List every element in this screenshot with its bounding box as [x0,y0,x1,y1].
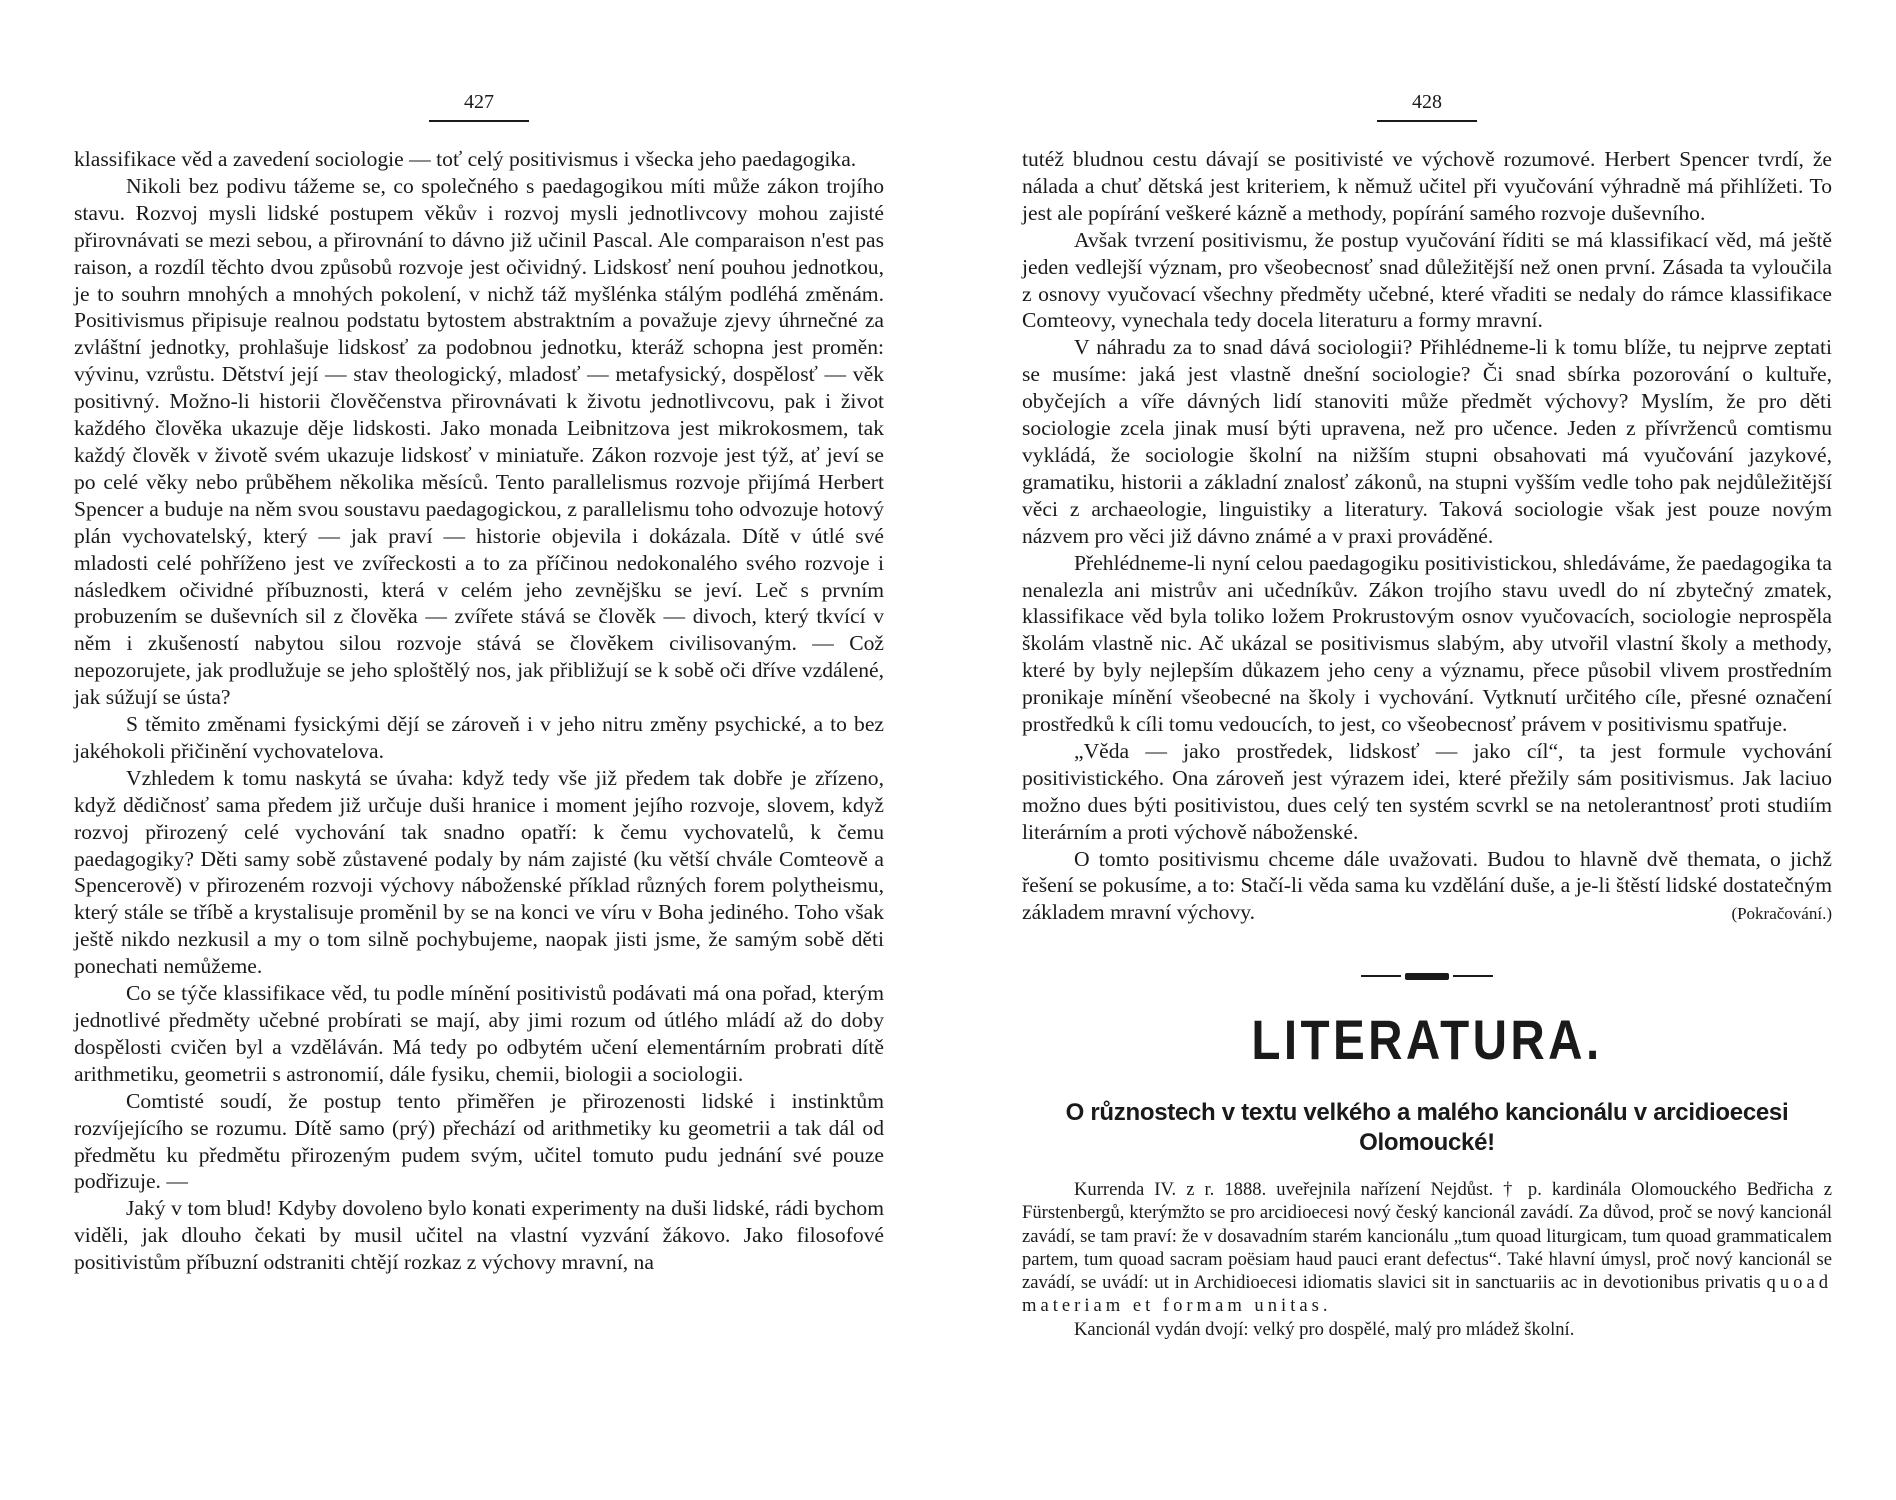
paragraph: Kancionál vydán dvojí: velký pro dospělé, malý pro mládež školní. [1074,1318,1575,1340]
paragraph-text: O tomto positivismu chceme dále uvažovati. Budou to hlavně dvě themata, o jichž řešení se pokusíme, a to: Stačí-li věda sama ku vzdělání duše, a je-li štěstí lidské dostatečným základem mravní výchovy. [1022,846,1832,925]
page-number: 427 [464,91,494,113]
spaced-text: quoad materiam et formam unitas. [1022,1272,1832,1317]
article-title: O různostech v textu velkého a malého kancionálu v arcidioecesi Olomoucké! [1065,1099,1789,1157]
right-page-text [1022,146,1832,926]
divider-ornament [1022,972,1832,980]
paragraph: Co se týče klassifikace věd, tu podle mínění positivistů podávati má ona pořad, kterým jednotlivé předměty učebné probírati se mají, aby jimi rozum od útlého mládí až do doby dospělosti cvičen byl a vzděláván. Má tedy po odbytém učení elementárním probrati dítě arithmetiku, geometrii s astronomií, dále fysiku, chemii, biologii a sociologii. [74,981,884,1086]
paragraph: klassifikace věd a zavedení sociologie — toť celý positivismus i všecka jeho paedagogika. [74,147,857,171]
paragraph: Comtisté soudí, že postup tento přiměřen je přirozenosti lidské i instinktům rozvíjejícího se rozumu. Dítě samo (prý) přechází od arithmetiky ku geometrii a tak dál od předmětu ku předmětu přirozeným pudem svým, učitel tomuto pudu jednání své pouze podřizuje. — [74,1088,884,1194]
paragraph [1022,846,1832,927]
paragraph-text: Kurrenda IV. z r. 1888. uveřejnila nařízení Nejdůst. † p. kardinála Olomouckého Bedřicha z Fürstenbergů, kterýmžto se pro arcidioecesi nový český kancionál zavádí. Za důvod, proč se nový kancionál zavádí, se tam praví: že v dosavadním starém kancionálu „tum quoad liturgicam, tum quoad grammaticalem partem, tum quoad sacram poësiam haud pauci erant defectus“. Také hlavní úmysl, proč nový kancionál se zavádí, se uvádí: ut in Archidioecesi idiomatis slavici sit in sanctuariis ac in devotionibus privatis [1022,1179,1832,1294]
left-page [74,88,884,1276]
paragraph: „Věda — jako prostředek, lidskosť — jako cíl“, ta jest formule vychování positivistického. Ona zároveň jest výrazem idei, které přežily sám positivismus. Jak laciuo možno dues býti positivistou, dues celý ten systém scvrkl se na netolerantnosť proti studiím literárním a proti výchově náboženské. [1022,738,1832,844]
paragraph: Jaký v tom blud! Kdyby dovoleno bylo konati experimenty na duši lidské, rádi bychom viděli, jak dlouho čekati by musil učitel na vlastní vyzvání žákovo. Jako filosofové positivistům příbuzní odstraniti chtějí rozkaz z výchovy mravní, na [74,1196,884,1275]
continuation-note: (Pokračování.) [1731,904,1832,924]
paragraph: Nikoli bez podivu tážeme se, co společného s paedagogikou míti může zákon trojího stavu. Rozvoj mysli lidské postupem věkův i rozvoj mysli jednotlivcovy mohou zajisté přirovnávati se mezi sebou, a přirovnání to dávno již učinil Pascal. Ale comparaison n'est pas raison, a rozdíl těchto dvou způsobů rozvoje jest očividný. Lidskosť není pouhou jednotkou, je to souhrn mnohých a mnohých pokolení, v nichž táž myšlénka stálým podléhá změnám. Positivismus připisuje realnou podstatu bytostem abstraktním a považuje zjevy úhrnečné za zvláštní jednotky, prohlašuje lidskosť za podobnou jednotku, kteráž schopna jest proměn: vývinu, vzrůstu. Dětství její — stav theologický, mladosť — metafysický, dospělosť — věk positivný. Možno-li historii člověčenstva přirovnávati k životu jednotlivcovu, pak i život každého člověka ukazuje děje lidskosti. Jako monada Leibnitzova jest mikrokosmem, tak každý člověk v životě svém ukazuje lidskosť v miniatuře. Zákon rozvoje jest týž, ať jeví se po celé věky nebo průběhem několika měsíců. Tento parallelismus rozvoje přijímá Herbert Spencer a buduje na něm svou soustavu paedagogickou, z parallelismu toho odvozuje hotový plán vychovatelský, který — jak praví — historie objevila i dokázala. Dítě v útlé své mladosti celé pohříženo jest ve zvířeckosti a to za příčinou nedokonalého svého rozvoje i následkem očividné příbuznosti, která v celém jeho zevnějšku se jeví. Leč s prvním probuzením se duševních sil z člověka — zvířete stává se člověk — divoch, který tkvící v něm i zkušeností nabytou silou rozvoje stává se člověkem civilisovaným. — Což nepozorujete, jak prodlužuje se jeho sploštělý nos, jak přibližují se k sobě oči dříve vzdálené, jak súžují se ústa? [74,173,884,710]
paragraph [1022,1178,1832,1317]
page-number: 428 [1412,91,1442,113]
paragraph: S těmito změnami fysickými dějí se zároveň i v jeho nitru změny psychické, a to bez jakéhokoli přičinění vychovatelova. [74,712,884,763]
right-page [1022,88,1832,1341]
article-body [1022,1178,1832,1340]
section-title: LITERATURA. [1251,1008,1603,1072]
paragraph: Vzhledem k tomu naskytá se úvaha: když tedy vše již předem tak dobře je zřízeno, když dědičnosť sama předem již určuje duši hranice i moment jejího rozvoje, slovem, když rozvoj přirozený celé vychování tak snadno opatří: k čemu vychovatelů, k čemu paedagogiky? Děti samy sobě zůstavené podaly by nám zajisté (ku větší chvále Comteově a Spencerově) v přirozeném rozvoji výchovy náboženské příklad různých forem polytheismu, který stále se tříbě a krystalisuje proměnil by se na konci ve víru v Boha jediného. Toho však ještě nikdo nezkusil a my o tom silně pochybujeme, naopak jisti jsme, že samým sobě děti ponechati nemůžeme. [74,765,884,979]
left-page-text [74,146,884,1276]
header-rule [429,120,529,122]
paragraph: V náhradu za to snad dává sociologii? Přihlédneme-li k tomu blíže, tu nejprve zeptati se musíme: jaká jest vlastně dnešní sociologie? Či snad sbírka pozorování o kultuře, obyčejích a víře dávných lidí stanoviti může předmět výchovy? Myslím, že pro děti sociologie zcela jinak musí býti upravena, než pro učence. Jeden z přívrženců comtismu vykládá, že sociologie školní na nižším stupni obsahovati má vyučování jazykové, gramatiku, historii a základní znalosť zákonů, na stupni vyšším vedle toho pak nejdůležitější věci z archaeologie, linguistiky a literatury. Taková sociologie však jest pouze novým názvem pro věci již dávno známé a v praxi prováděné. [1022,335,1832,548]
paragraph: Přehlédneme-li nyní celou paedagogiku positivistickou, shledáváme, že paedagogika ta nenalezla ani mistrův ani učedníkův. Zákon trojího stavu uvedl do ní zbytečný zmatek, klassifikace věd byla toliko ložem Prokrustovým osnov vyučovacích, sociologie neprospěla školám vlastně nic. Ač ukázal se positivismus slabým, aby utvořil vlastní školy a methody, které by byly nejlepším důkazem jeho ceny a významu, přece působil vlivem prostředním pronikaje mínění všeobecné na školy i vychování. Vytknutí určitého cíle, přesné označení prostředků k cíli tomu vedoucích, to jest, co všeobecnosť právem v positivismu spatřuje. [1022,550,1832,737]
header-rule [1377,120,1477,122]
paragraph: Avšak tvrzení positivismu, že postup vyučování říditi se má klassifikací věd, má ještě jeden vedlejší význam, pro všeobecnosť snad důležitější než onen první. Zásada ta vyloučila z osnovy vyučovací všechny předměty učebné, které vřaditi se nedaly do rámce klassifikace Comteovy, vynechala tedy docela literaturu a formy mravní. [1022,227,1832,333]
paragraph: tutéž bludnou cestu dávají se positivisté ve výchově rozumové. Herbert Spencer tvrdí, že nálada a chuť dětská jest kriteriem, k němuž učitel při vyučování výhradně má přihlížeti. To jest ale popírání veškeré kázně a methody, popírání samého rozvoje duševního. [1022,147,1832,225]
